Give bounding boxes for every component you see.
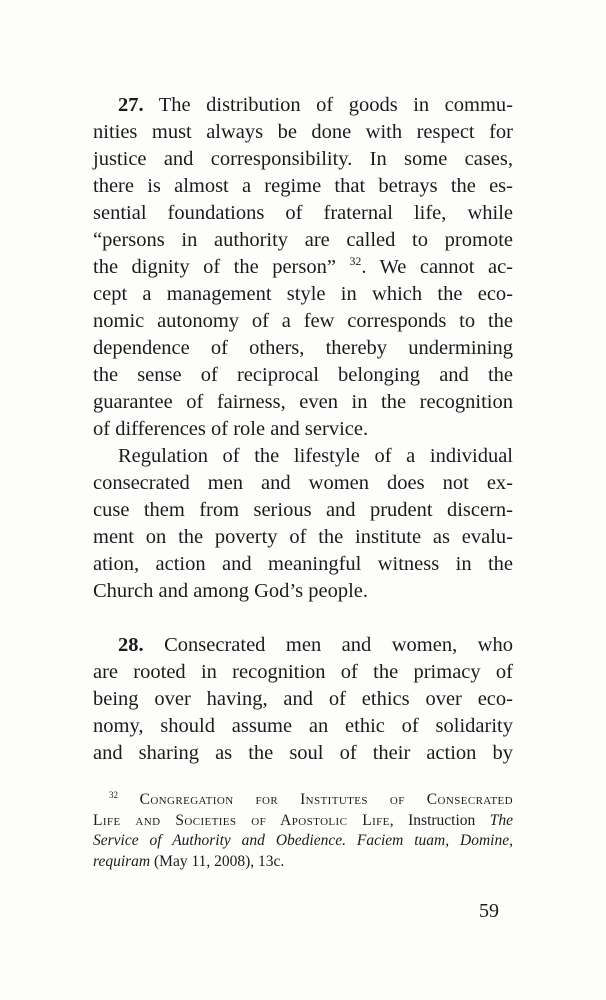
text-line: [93, 416, 513, 443]
text-segment: The distribution of goods in commu-: [143, 94, 513, 116]
text-line: [93, 497, 513, 524]
text-line: [93, 790, 513, 811]
text-line: [93, 308, 513, 335]
text-segment: Service of Authority and Obedience. Faciem tuam, Domine,: [93, 832, 513, 849]
text-segment: , Instruction: [389, 811, 490, 829]
text-segment: there is almost a regime that betrays the es-: [93, 175, 513, 197]
text-line: [93, 713, 513, 740]
text-segment: ment on the poverty of the institute as evalu-: [93, 526, 513, 548]
paragraph-27: [93, 92, 513, 443]
text-line: [93, 686, 513, 713]
text-segment: . We cannot ac-: [361, 256, 513, 278]
text-segment: [118, 791, 140, 808]
text-segment: justice and corresponsibility. In some cases,: [93, 148, 513, 170]
text-line: [93, 852, 513, 873]
text-segment: guarantee of fairness, even in the recognition: [93, 391, 513, 413]
text-line: [93, 335, 513, 362]
text-segment: the sense of reciprocal belonging and the: [93, 364, 513, 386]
text-line: [93, 659, 513, 686]
text-segment: consecrated men and women does not ex-: [93, 472, 513, 494]
page-number: 59: [479, 900, 499, 922]
text-segment: nomic autonomy of a few corresponds to the: [93, 310, 513, 332]
text-line: [93, 470, 513, 497]
text-segment: nities must always be done with respect for: [93, 121, 513, 143]
body-paragraphs: [93, 92, 513, 767]
text-line: [93, 740, 513, 767]
text-line: [93, 551, 513, 578]
text-segment: and sharing as the soul of their action by: [93, 742, 513, 764]
text-line: [93, 578, 513, 605]
text-segment: Consecrated men and women, who: [143, 634, 513, 656]
text-segment: 32: [349, 254, 362, 269]
text-segment: ation, action and meaningful witness in the: [93, 553, 513, 575]
text-segment: the dignity of the person”: [93, 256, 350, 278]
text-line: [93, 254, 513, 281]
text-line: [93, 524, 513, 551]
text-segment: of differences of role and service.: [93, 418, 369, 440]
text-line: [93, 281, 513, 308]
text-segment: cuse them from serious and prudent discern-: [93, 499, 513, 521]
text-segment: (May 11, 2008), 13c.: [150, 852, 285, 870]
text-line: [93, 632, 513, 659]
text-segment: sential foundations of fraternal life, while: [93, 202, 513, 224]
text-line: [93, 389, 513, 416]
text-segment: being over having, and of ethics over eco-: [93, 688, 513, 710]
text-segment: 28.: [118, 634, 144, 656]
text-line: [93, 146, 513, 173]
text-segment: Regulation of the lifestyle of a individual: [118, 445, 513, 467]
text-line: [93, 227, 513, 254]
paragraph-28: [93, 632, 513, 767]
text-segment: requiram: [93, 852, 151, 870]
footnote: [93, 790, 513, 872]
text-line: [93, 200, 513, 227]
text-segment: The: [489, 811, 513, 829]
text-segment: 27.: [118, 94, 144, 116]
paragraph-regulation: [93, 443, 513, 605]
text-line: [93, 811, 513, 832]
text-line: [93, 831, 513, 852]
text-segment: nomy, should assume an ethic of solidarity: [93, 715, 513, 737]
text-segment: Congregation for Institutes of Consecrated: [139, 791, 514, 808]
text-line: [93, 362, 513, 389]
text-segment: dependence of others, thereby undermining: [93, 337, 513, 359]
text-block: [93, 92, 513, 872]
text-line: [93, 92, 513, 119]
text-line: [93, 119, 513, 146]
text-line: [93, 443, 513, 470]
text-segment: Life and Societies of Apostolic Life: [93, 811, 390, 829]
text-segment: 32: [109, 789, 118, 800]
text-segment: “persons in authority are called to promote: [93, 229, 513, 251]
text-segment: Church and among God’s people.: [93, 580, 368, 602]
text-line: [93, 173, 513, 200]
text-segment: cept a management style in which the eco-: [93, 283, 513, 305]
text-segment: are rooted in recognition of the primacy of: [93, 661, 513, 683]
